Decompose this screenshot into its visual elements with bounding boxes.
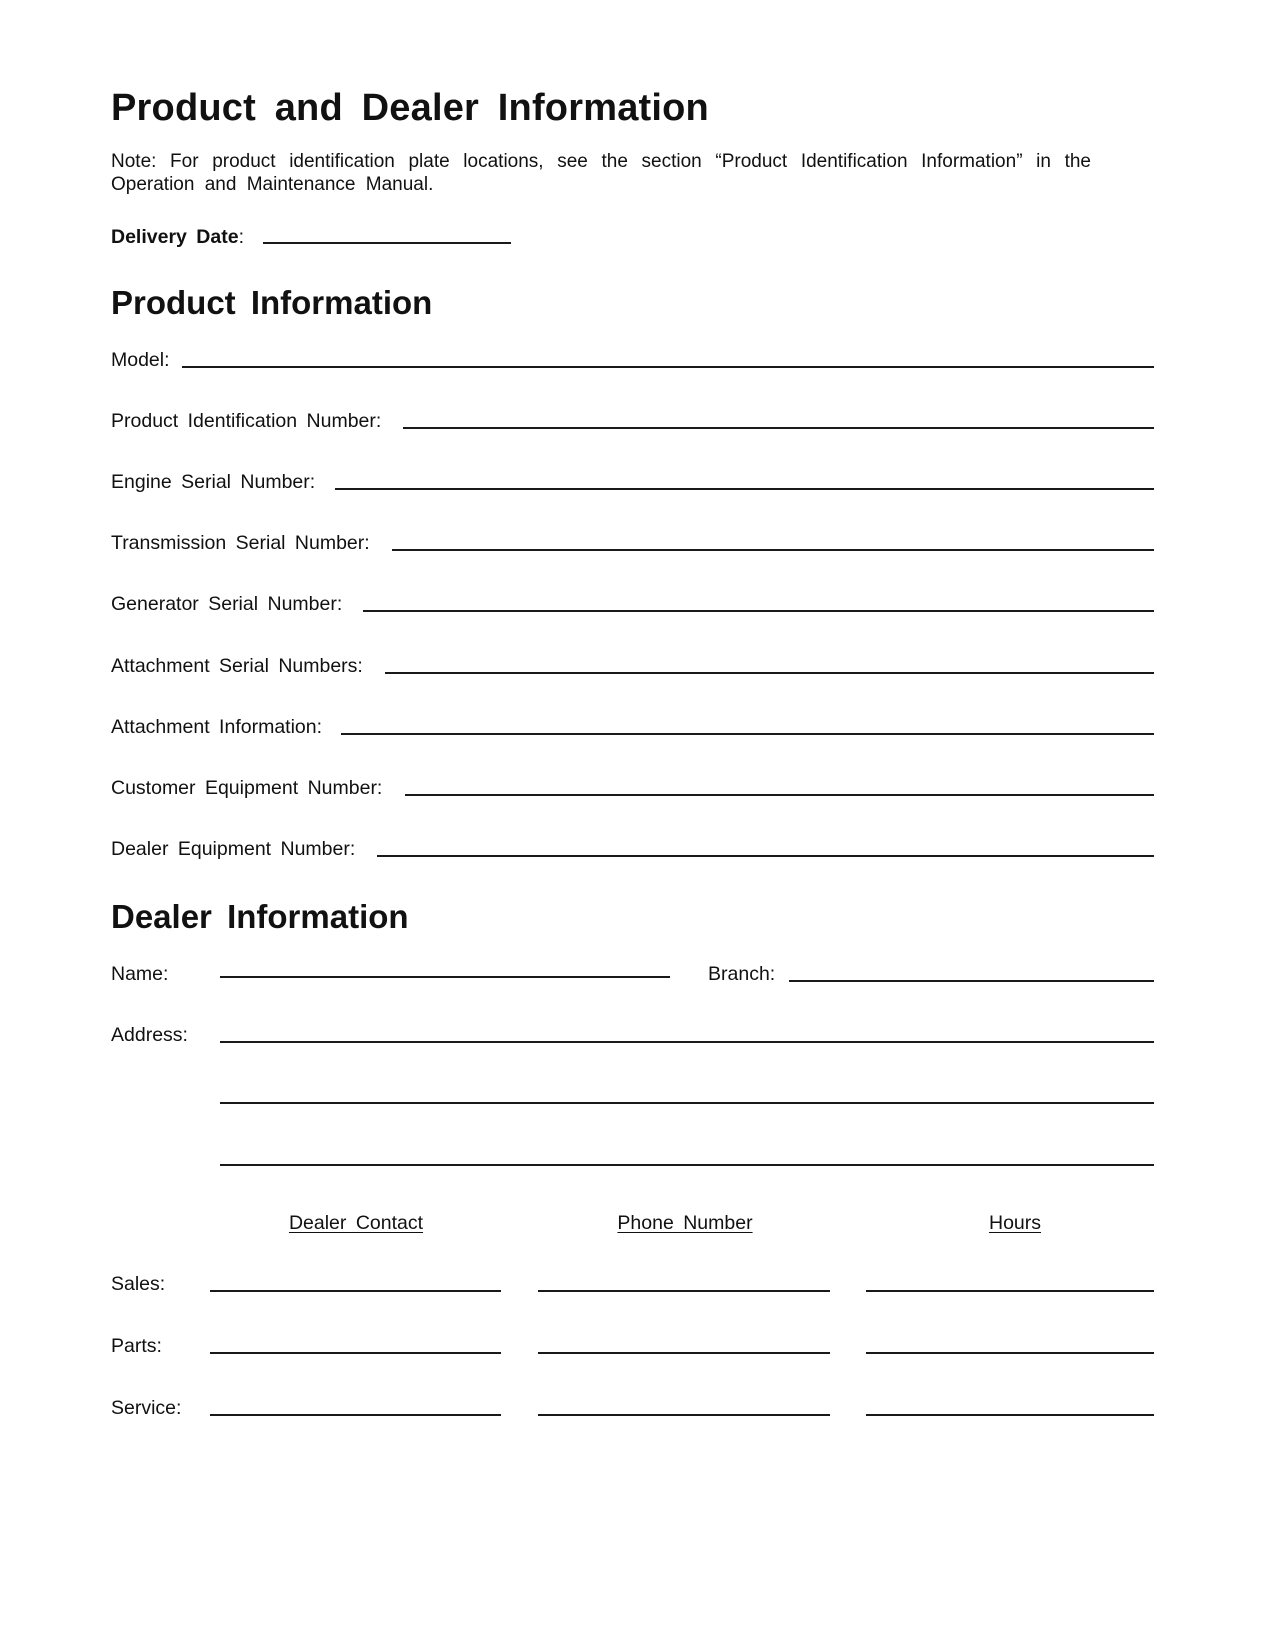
model-field[interactable] bbox=[182, 366, 1154, 368]
name-field[interactable] bbox=[220, 976, 670, 978]
service-phone-field[interactable] bbox=[538, 1414, 830, 1416]
pin-label: Product Identification Number: bbox=[111, 410, 382, 432]
generator-serial-label: Generator Serial Number: bbox=[111, 593, 343, 615]
customer-equipment-label: Customer Equipment Number: bbox=[111, 777, 383, 799]
parts-hours-field[interactable] bbox=[866, 1352, 1154, 1354]
dealer-equipment-label: Dealer Equipment Number: bbox=[111, 838, 356, 860]
service-hours-field[interactable] bbox=[866, 1414, 1154, 1416]
transmission-serial-label: Transmission Serial Number: bbox=[111, 532, 370, 554]
pin-field[interactable] bbox=[403, 427, 1154, 429]
attachment-serial-field[interactable] bbox=[385, 672, 1154, 674]
sales-phone-field[interactable] bbox=[538, 1290, 830, 1292]
branch-field[interactable] bbox=[789, 980, 1154, 982]
name-label: Name: bbox=[111, 963, 169, 985]
col-phone-number: Phone Number bbox=[617, 1212, 753, 1234]
customer-equipment-field[interactable] bbox=[405, 794, 1154, 796]
delivery-date-label bbox=[111, 226, 244, 248]
attachment-serial-label: Attachment Serial Numbers: bbox=[111, 655, 363, 677]
transmission-serial-field[interactable] bbox=[392, 549, 1154, 551]
page-title: Product and Dealer Information bbox=[111, 87, 709, 129]
address-field-line-3[interactable] bbox=[220, 1164, 1154, 1166]
branch-label: Branch: bbox=[708, 963, 776, 985]
engine-serial-field[interactable] bbox=[335, 488, 1154, 490]
attachment-info-field[interactable] bbox=[341, 733, 1154, 735]
parts-phone-field[interactable] bbox=[538, 1352, 830, 1354]
delivery-date-field[interactable] bbox=[263, 242, 511, 244]
sales-contact-field[interactable] bbox=[210, 1290, 501, 1292]
delivery-date-colon: : bbox=[238, 226, 244, 248]
model-label: Model: bbox=[111, 349, 170, 371]
service-label: Service: bbox=[111, 1397, 182, 1419]
engine-serial-label: Engine Serial Number: bbox=[111, 471, 316, 493]
note-text: Note: For product identification plate locations, see the section “Product Identification Information” in the Operation and Maintenance Manual. bbox=[111, 151, 1091, 195]
sales-label: Sales: bbox=[111, 1273, 166, 1295]
delivery-date-label-text: Delivery Date bbox=[111, 226, 239, 248]
sales-hours-field[interactable] bbox=[866, 1290, 1154, 1292]
service-contact-field[interactable] bbox=[210, 1414, 501, 1416]
parts-contact-field[interactable] bbox=[210, 1352, 501, 1354]
address-label: Address: bbox=[111, 1024, 188, 1046]
col-dealer-contact: Dealer Contact bbox=[288, 1212, 424, 1234]
col-hours: Hours bbox=[988, 1212, 1042, 1234]
parts-label: Parts: bbox=[111, 1335, 162, 1357]
product-info-heading: Product Information bbox=[111, 284, 433, 321]
address-field-line-2[interactable] bbox=[220, 1102, 1154, 1104]
generator-serial-field[interactable] bbox=[363, 610, 1154, 612]
address-field-line-1[interactable] bbox=[220, 1041, 1154, 1043]
attachment-info-label: Attachment Information: bbox=[111, 716, 323, 738]
dealer-equipment-field[interactable] bbox=[377, 855, 1154, 857]
dealer-info-heading: Dealer Information bbox=[111, 898, 409, 935]
